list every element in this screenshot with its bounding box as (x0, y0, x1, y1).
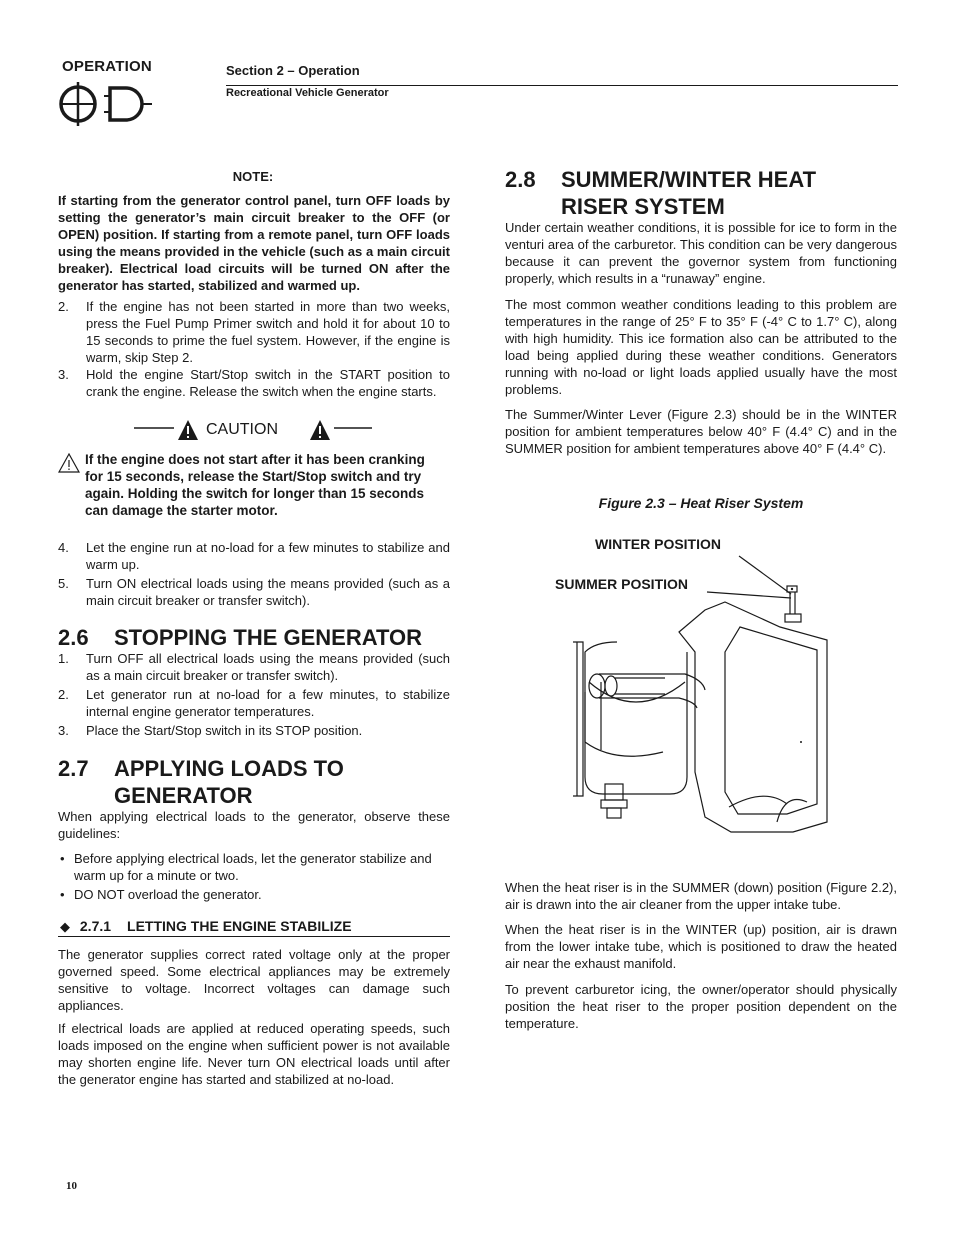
winter-position-label: WINTER POSITION (595, 536, 721, 552)
heat-riser-figure (555, 532, 900, 862)
operation-logo-icon (58, 80, 158, 137)
warmup-steps-list (58, 539, 450, 609)
stabilize-paragraph-1: The generator supplies correct rated voltage only at the proper governed speed. Some electrical appliances may be extremely sensitive to voltage. Incorrect voltages can damage such appliances. (58, 947, 450, 1013)
warning-triangle-icon (58, 453, 80, 478)
heat-riser-drawing (555, 532, 900, 862)
caution-label: CAUTION (206, 421, 278, 438)
list-item: 3. Place the Start/Stop switch in its STOP position. (58, 723, 363, 738)
list-item: 2. Let generator run at no-load for a few minutes, to stabilize internal engine generator temperatures. (58, 687, 450, 719)
section-title: Section 2 – Operation (226, 63, 360, 78)
list-item: • DO NOT overload the generator. (60, 887, 262, 902)
section-2-6-heading: 2.6 STOPPING THE GENERATOR (58, 625, 423, 650)
section-subtitle: Recreational Vehicle Generator (226, 87, 389, 99)
heat-riser-paragraph-5: When the heat riser is in the WINTER (up) position, air is drawn from the lower intake tube, which is positioned to draw the heated air near the exhaust manifold. (505, 922, 897, 971)
summer-position-label: SUMMER POSITION (555, 576, 689, 592)
load-guidelines-list (58, 850, 450, 903)
heat-riser-paragraph-3: The Summer/Winter Lever (Figure 2.3) should be in the WINTER position for ambient temperatures below 40° F (4.4° C) and in the SUMMER position for ambient temperatures above 40° F (4.4° C). (505, 407, 897, 456)
note-label: NOTE: (232, 169, 274, 184)
header-divider (226, 85, 898, 86)
heat-riser-paragraph-2: The most common weather conditions leading to this problem are temperatures in the range of 25° F to 35° F (-4° C to 1.7° C), along with high humidity. This ice formation also can be attributed to the load being applied during these weather conditions. Generators running with no-load or light loads applied usually have the most problems. (505, 297, 897, 397)
stopping-steps-list (58, 650, 450, 739)
list-item: 3. Hold the engine Start/Stop switch in the START position to crank the engine. Release the switch when the engine starts. (58, 367, 450, 399)
figure-caption: Figure 2.3 – Heat Riser System (598, 495, 804, 511)
heat-riser-paragraph-6: To prevent carburetor icing, the owner/operator should physically position the heat riser to the proper position dependent on the temperature. (505, 982, 897, 1031)
list-item: 1. Turn OFF all electrical loads using the means provided (such as a main circuit breaker or transfer switch). (58, 651, 450, 683)
list-item: 5. Turn ON electrical loads using the means provided (such as a main circuit breaker or transfer switch). (58, 576, 450, 608)
diamond-bullet-icon: ◆ (60, 919, 70, 934)
heat-riser-paragraph-4: When the heat riser is in the SUMMER (down) position (Figure 2.2), air is drawn into the air cleaner from the upper intake tube. (505, 880, 897, 912)
stabilize-paragraph-2: If electrical loads are applied at reduced operating speeds, such loads imposed on the engine when sufficient power is not available may shorten engine life. Never turn ON electrical loads until after the generator engine has started and stabilized at no-load. (58, 1021, 450, 1087)
start-steps-list (58, 298, 450, 400)
list-item: 2. If the engine has not been started in more than two weeks, press the Fuel Pump Primer switch and hold it for about 10 to 15 seconds to prime the fuel system. However, if the engine is warm, skip Step 2. (58, 299, 450, 365)
operation-logo-label: OPERATION (62, 58, 152, 75)
list-item: • Before applying electrical loads, let the generator stabilize and warm up for a minute or two. (60, 851, 432, 883)
note-text: If starting from the generator control panel, turn OFF loads by setting the generator’s main circuit breaker to the OFF (or OPEN) position. If starting from a remote panel, turn OFF loads using the means provided in the vehicle (such as a main circuit breaker). Electrical load circuits will be turned ON after the generator has started, stabilized and warmed up. (58, 193, 450, 293)
page-number: 10 (66, 1180, 77, 1192)
section-2-8-heading: 2.8 SUMMER/WINTER HEAT RISER SYSTEM (505, 167, 817, 219)
caution-text: If the engine does not start after it has been cranking for 15 seconds, release the Start/Stop switch and try again. Holding the switch for longer than 15 seconds can damage the starter motor. (85, 452, 425, 518)
subsection-divider (58, 936, 450, 937)
section-2-7-intro: When applying electrical loads to the generator, observe these guidelines: (58, 809, 450, 841)
list-item: 4. Let the engine run at no-load for a few minutes to stabilize and warm up. (58, 540, 450, 572)
heat-riser-paragraph-1: Under certain weather conditions, it is possible for ice to form in the venturi area of the carburetor. This condition can be very dangerous because it can prevent the governor system from functioning properly, which results in a “runaway” engine. (505, 220, 897, 286)
section-2-7-heading: 2.7 APPLYING LOADS TO GENERATOR (58, 756, 344, 808)
section-2-7-1-heading: ◆ 2.7.1 LETTING THE ENGINE STABILIZE (60, 918, 352, 934)
